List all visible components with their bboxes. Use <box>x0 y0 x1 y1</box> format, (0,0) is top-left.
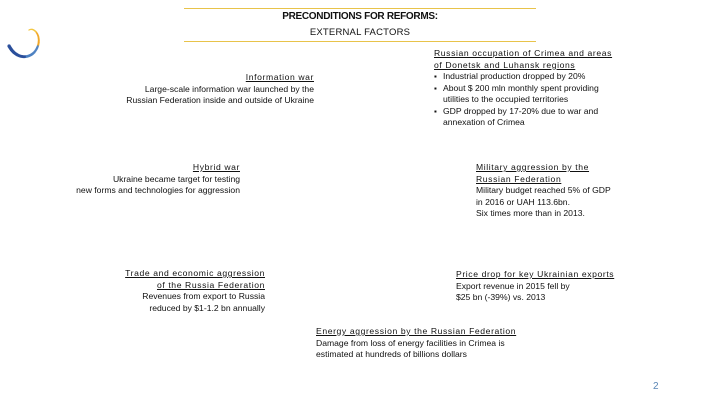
logo-dot <box>7 44 10 47</box>
hybrid-war-block <box>76 162 240 197</box>
title-bottom-rule <box>184 41 536 42</box>
crimea-bullet-1-line-1: ▪ Industrial production dropped by 20% <box>443 71 586 81</box>
information-war-line-1: Large-scale information war launched by the <box>144 83 314 94</box>
military-aggression-line-1: Military budget reached 5% of GDP <box>476 185 611 195</box>
energy-aggression-block <box>316 326 516 361</box>
military-aggression-heading-2: Russian Federation <box>476 173 562 184</box>
crimea-occupation-heading-2: of Donetsk and Luhansk regions <box>434 59 576 70</box>
hybrid-war-line-2: new forms and technologies for aggression <box>76 185 240 195</box>
page-number: 2 <box>653 381 659 392</box>
crimea-bullet-gdp <box>434 106 612 129</box>
hybrid-war-heading: Hybrid war <box>192 162 240 172</box>
energy-aggression-line-2: estimated at hundreds of billions dollars <box>316 349 467 359</box>
crimea-occupation-bullets <box>434 71 612 129</box>
slide-subtitle: EXTERNAL FACTORS <box>309 27 411 38</box>
trade-aggression-line-1: Revenues from export to Russia <box>142 291 265 301</box>
dot-swirl-logo <box>4 6 50 64</box>
price-drop-line-1: Export revenue in 2015 fell by <box>456 280 570 291</box>
hybrid-war-line-1: Ukraine became target for testing <box>112 173 240 184</box>
military-aggression-heading-1: Military aggression by the <box>476 162 590 172</box>
slide-title: PRECONDITIONS FOR REFORMS: <box>282 11 438 22</box>
military-aggression-line-3: Six times more than in 2013. <box>476 208 585 218</box>
information-war-heading: Information war <box>245 72 314 82</box>
information-war-block <box>126 72 314 107</box>
price-drop-block <box>456 269 614 304</box>
trade-aggression-line-2: reduced by $1-1.2 bn annually <box>149 302 265 313</box>
crimea-bullet-2-line-1: ▪ About $ 200 mln monthly spent providing <box>443 82 599 93</box>
trade-aggression-block <box>125 268 265 314</box>
military-aggression-line-2: in 2016 or UAH 113.6bn. <box>476 196 570 207</box>
crimea-bullet-industrial <box>434 71 612 83</box>
information-war-line-2: Russian Federation inside and outside of Ukraine <box>126 95 314 105</box>
crimea-bullet-3-line-1: ▪ GDP dropped by 17-20% due to war and <box>443 105 599 116</box>
crimea-occupation-block <box>434 48 612 129</box>
trade-aggression-heading-1: Trade and economic aggression <box>125 268 265 278</box>
crimea-bullet-3-line-2: annexation of Crimea <box>443 117 525 127</box>
title-top-rule <box>184 8 536 9</box>
crimea-bullet-utilities <box>434 83 612 106</box>
energy-aggression-heading: Energy aggression by the Russian Federation <box>316 326 517 336</box>
price-drop-line-2: $25 bn (-39%) vs. 2013 <box>456 292 546 302</box>
crimea-occupation-heading-1: Russian occupation of Crimea and areas <box>434 48 613 58</box>
crimea-bullet-2-line-2: utilities to the occupied territories <box>443 94 569 104</box>
energy-aggression-line-1: Damage from loss of energy facilities in Crimea is <box>316 337 505 348</box>
price-drop-heading: Price drop for key Ukrainian exports <box>456 269 615 279</box>
military-aggression-block <box>476 162 611 220</box>
trade-aggression-heading-2: of the Russia Federation <box>156 279 265 290</box>
